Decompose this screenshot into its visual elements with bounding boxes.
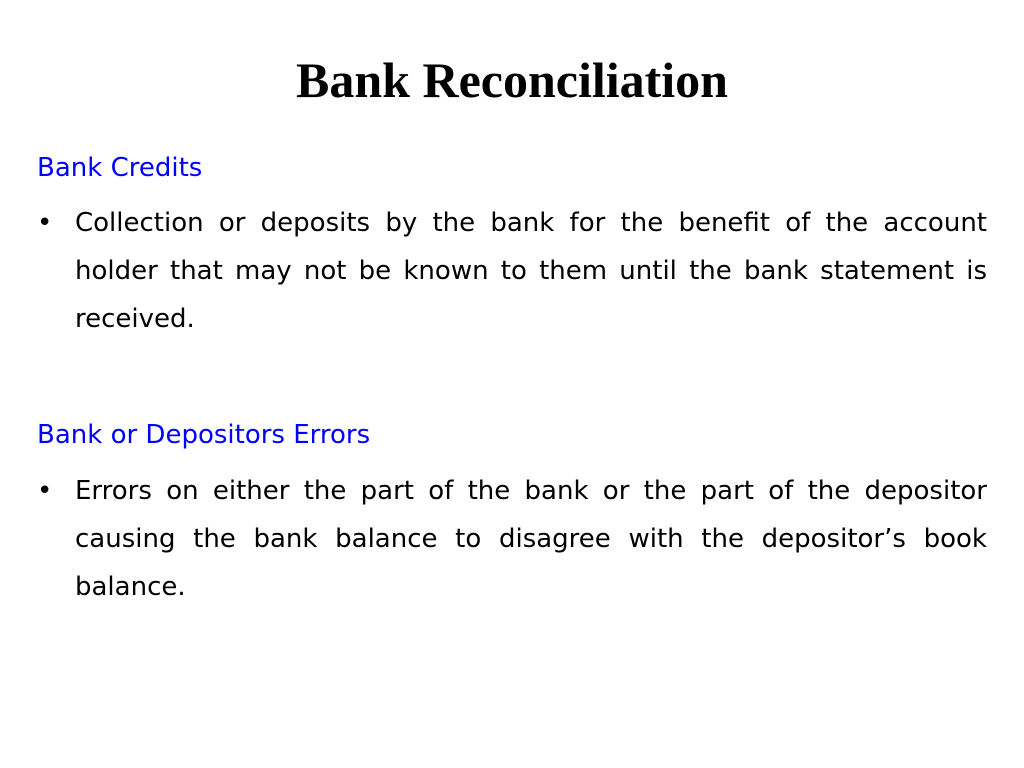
bullet-item-errors — [37, 467, 987, 611]
bullet-text-errors: Errors on either the part of the bank or the part of the depositor causing the bank balance to disagree with the depositor’s book balance. — [75, 476, 987, 602]
slide-title: Bank Reconciliation — [296, 52, 728, 108]
bullet-item-bank-credits — [37, 199, 987, 343]
bullet-icon: • — [37, 476, 53, 506]
section-heading-bank-or-depositors-errors: Bank or Depositors Errors — [37, 420, 371, 450]
bullet-text-bank-credits: Collection or deposits by the bank for the benefit of the account holder that may not be known to them until the bank statement is received. — [75, 208, 987, 334]
bullet-icon: • — [37, 208, 53, 238]
section-heading-bank-credits: Bank Credits — [37, 153, 203, 183]
